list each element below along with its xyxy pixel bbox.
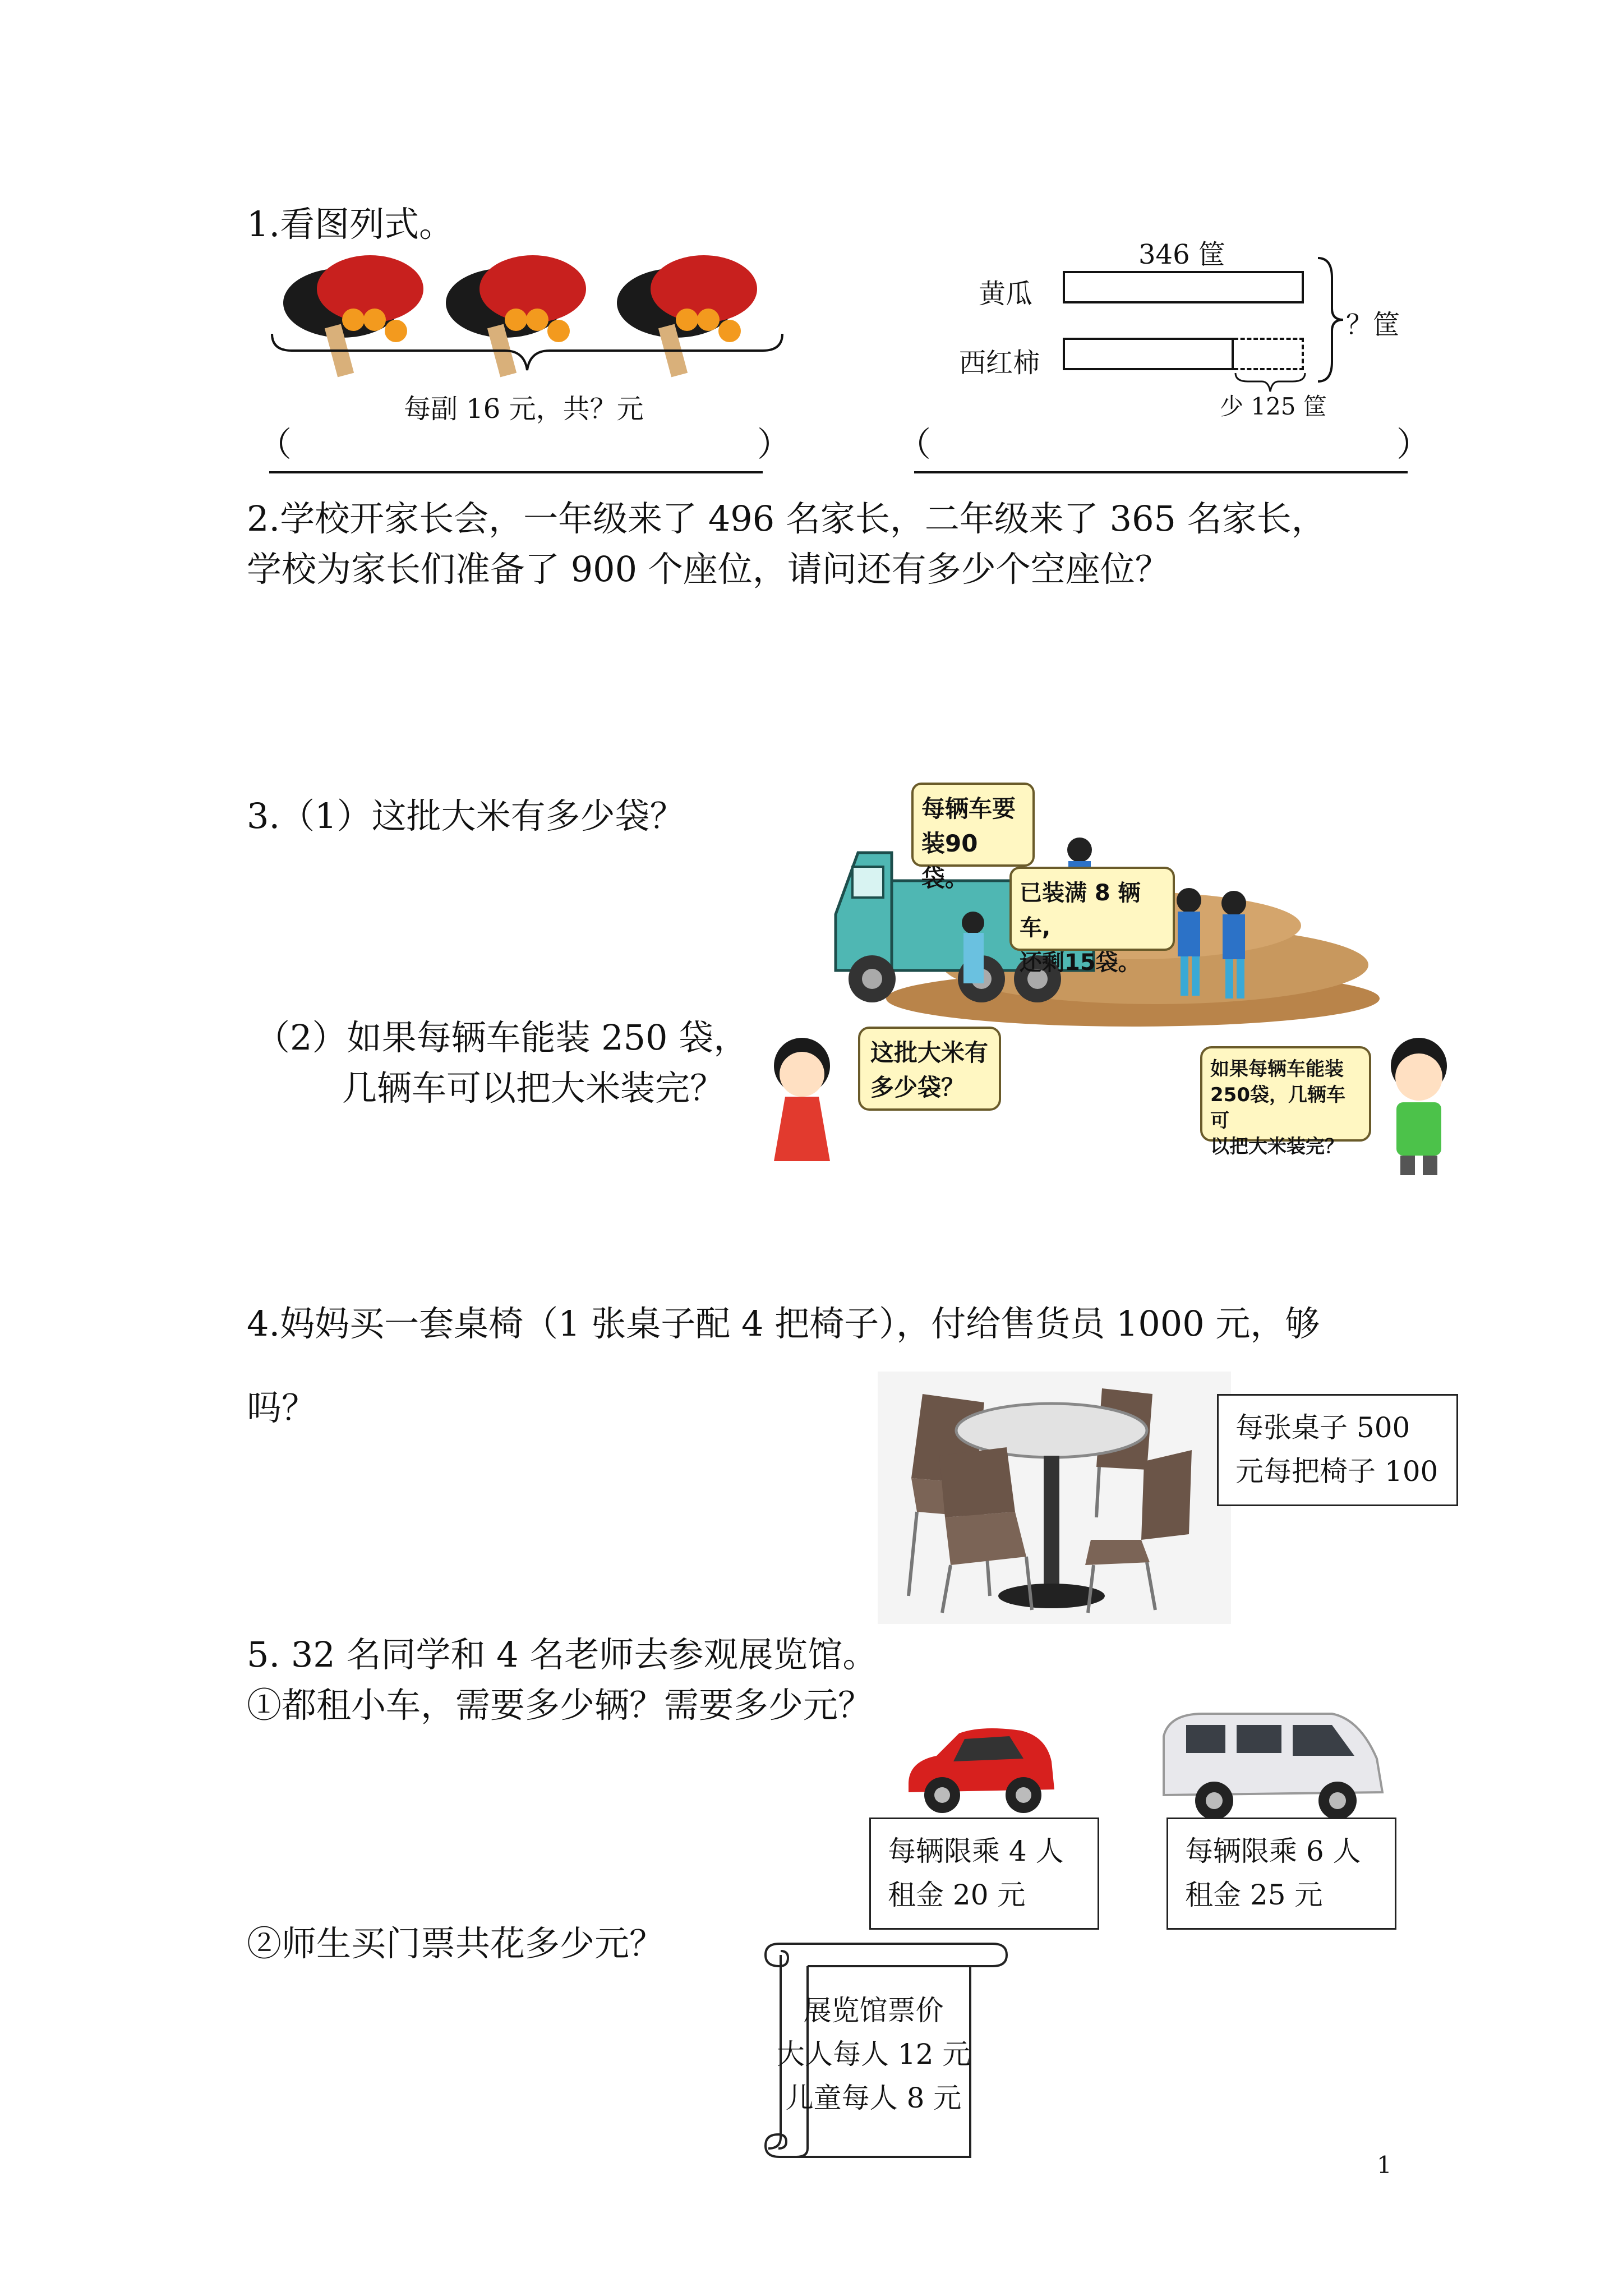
- girl-bubble-line1: 这批大米有: [870, 1039, 989, 1066]
- ticket-title: 展览馆票价: [803, 1994, 944, 2027]
- answer-blank-2[interactable]: [914, 449, 1408, 473]
- bar-tomato: [1063, 338, 1234, 370]
- small-car-icon: [897, 1711, 1066, 1820]
- answer-blank-1[interactable]: [269, 449, 763, 473]
- girl-icon: [760, 1032, 844, 1172]
- van-info-box: [1166, 1818, 1396, 1930]
- bar-total-brace: [1315, 255, 1349, 384]
- girl-bubble-line2: 多少袋？: [870, 1074, 965, 1101]
- ticket-price-text: [777, 1989, 970, 2120]
- answer-paren-open-1: （: [258, 425, 292, 464]
- loaded-bubble-line2: 还剩15袋。: [1020, 950, 1141, 976]
- boy-bubble: [1200, 1046, 1371, 1158]
- small-car-capacity: 每辆限乘 4 人: [888, 1835, 1064, 1867]
- q2-line1: 2.学校开家长会，一年级来了 496 名家长，二年级来了 365 名家长，: [247, 498, 1326, 539]
- q5-title: 5. 32 名同学和 4 名老师去参观展览馆。: [247, 1634, 878, 1675]
- van-icon: [1152, 1697, 1394, 1826]
- capacity-bubble: [911, 783, 1035, 892]
- boy-icon: [1371, 1032, 1467, 1178]
- bar-tomato-label: 西红柿: [959, 347, 1040, 379]
- q3-part2-line1: （2）如果每辆车能装 250 袋，: [255, 1017, 749, 1058]
- table-price-text: 每张桌子 500: [1235, 1411, 1410, 1444]
- q1-title: 1.看图列式。: [247, 204, 454, 245]
- small-car-info-box: [869, 1818, 1099, 1930]
- q4-line2: 吗？: [247, 1387, 317, 1428]
- ticket-adult-price: 大人每人 12 元: [777, 2038, 971, 2070]
- boy-bubble-line3: 以把大米装完？: [1210, 1135, 1344, 1158]
- driver-icon: [962, 912, 984, 983]
- q5-sub2: ②师生买门票共花多少元？: [247, 1923, 665, 1964]
- table-chairs-illustration: [878, 1372, 1231, 1624]
- bar-cucumber: [1063, 271, 1304, 303]
- paddles-caption: 每副 16 元，共？元: [404, 393, 644, 425]
- bar-tomato-missing: [1234, 338, 1304, 370]
- bar-total-label: ？筐: [1346, 309, 1400, 341]
- answer-paren-open-2: （: [897, 425, 931, 464]
- bar-cucumber-label: 黄瓜: [979, 278, 1033, 310]
- answer-paren-close-1: ）: [757, 425, 791, 464]
- q2-line2: 学校为家长们准备了 900 个座位，请问还有多少个空座位？: [247, 549, 1170, 590]
- bar-less-label: 少 125 筐: [1220, 393, 1327, 420]
- furniture-price-box: [1217, 1394, 1458, 1506]
- chair-icon: [1085, 1450, 1192, 1613]
- van-rent: 租金 25 元: [1185, 1879, 1323, 1911]
- van-capacity: 每辆限乘 6 人: [1185, 1835, 1361, 1867]
- paddles-brace: [269, 331, 785, 376]
- boy-bubble-line1: 如果每辆车能装: [1210, 1058, 1344, 1080]
- q3-part1: 3.（1）这批大米有多少袋？: [247, 795, 685, 836]
- girl-bubble: [858, 1027, 1001, 1111]
- capacity-bubble-line1: 每辆车要: [921, 795, 1016, 822]
- q5-sub1: ①都租小车，需要多少辆？需要多少元？: [247, 1685, 873, 1726]
- chair-price-text: 元每把椅子 100: [1235, 1455, 1438, 1488]
- loaded-bubble: [1009, 867, 1175, 976]
- q3-part2-line2: 几辆车可以把大米装完？: [342, 1068, 725, 1108]
- q4-line1: 4.妈妈买一套桌椅（1 张桌子配 4 把椅子），付给售货员 1000 元，够: [247, 1303, 1320, 1344]
- page-number: 1: [1377, 2151, 1392, 2179]
- loaded-bubble-line1: 已装满 8 辆车,: [1020, 880, 1141, 941]
- small-car-rent: 租金 20 元: [888, 1879, 1026, 1911]
- ticket-child-price: 儿童每人 8 元: [785, 2082, 962, 2114]
- boy-bubble-line2: 250袋，几辆车可: [1210, 1084, 1345, 1132]
- answer-paren-close-2: ）: [1396, 425, 1430, 464]
- bar-top-label: 346 筐: [1138, 239, 1225, 270]
- capacity-bubble-line2: 装90袋。: [921, 830, 978, 892]
